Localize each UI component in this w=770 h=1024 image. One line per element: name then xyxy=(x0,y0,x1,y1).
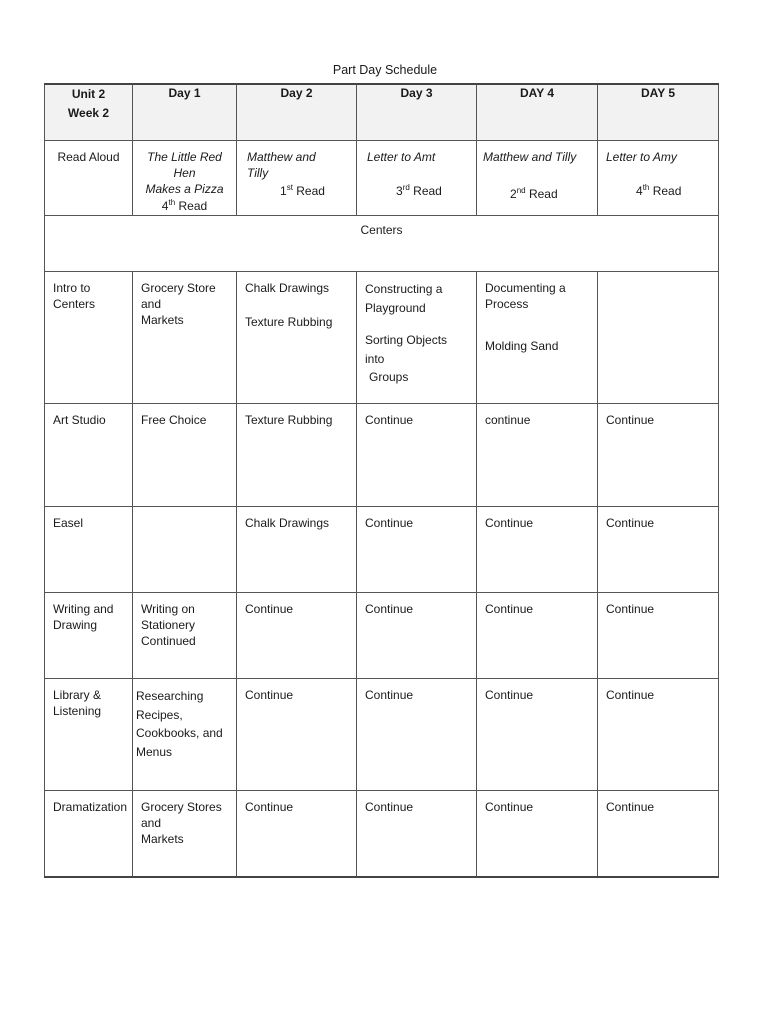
activity: Stationery xyxy=(141,618,196,633)
easel-day5 xyxy=(598,507,719,593)
read-aloud-row xyxy=(45,141,719,216)
activity: Markets xyxy=(141,832,184,847)
unit-label: Unit 2 xyxy=(71,87,106,101)
activity: Molding Sand xyxy=(485,339,559,354)
activity: Researching Recipes, xyxy=(136,689,204,722)
activity: Continue xyxy=(365,516,414,530)
activity: Grocery Store and xyxy=(141,281,216,312)
art-day4 xyxy=(477,404,598,507)
library-day3 xyxy=(357,679,477,791)
intro-day5 xyxy=(598,272,719,404)
label-line: Easel xyxy=(53,516,84,530)
label-line: Drawing xyxy=(53,618,98,633)
activity: Continue xyxy=(606,516,655,530)
book-title: Matthew and xyxy=(247,150,316,164)
day-header: DAY 5 xyxy=(598,84,719,141)
read-aloud-day4 xyxy=(477,141,598,216)
row-label xyxy=(45,141,133,216)
row-label xyxy=(45,507,133,593)
day-header: Day 2 xyxy=(237,84,357,141)
label-line: Centers xyxy=(53,297,96,312)
intro-row xyxy=(45,272,719,404)
row-label xyxy=(45,272,133,404)
intro-day2 xyxy=(237,272,357,404)
library-day1 xyxy=(133,679,237,791)
activity: Documenting a Process xyxy=(485,281,566,312)
row-label xyxy=(45,679,133,791)
row-label xyxy=(45,791,133,878)
read-aloud-label: Read Aloud xyxy=(57,150,120,164)
activity: Groups xyxy=(369,370,409,385)
writing-day4 xyxy=(477,593,598,679)
activity: Markets xyxy=(141,313,184,328)
schedule-table xyxy=(44,83,719,878)
label-line: Listening xyxy=(53,704,102,719)
activity: Constructing a xyxy=(365,282,443,296)
read-aloud-day3 xyxy=(357,141,477,216)
activity: Continue xyxy=(365,602,414,616)
writing-day3 xyxy=(357,593,477,679)
art-day5 xyxy=(598,404,719,507)
book-title: The Little Red Hen xyxy=(147,150,222,181)
book-title: Matthew and Tilly xyxy=(483,150,577,164)
easel-day2 xyxy=(237,507,357,593)
unit-week-header xyxy=(45,84,133,141)
easel-day3 xyxy=(357,507,477,593)
writing-row xyxy=(45,593,719,679)
easel-day4 xyxy=(477,507,598,593)
activity: Sorting Objects into xyxy=(365,333,448,366)
activity: Chalk Drawings xyxy=(245,281,330,295)
day-header: DAY 4 xyxy=(477,84,598,141)
day-header: Day 1 xyxy=(133,84,237,141)
read-count: 4th Read xyxy=(636,183,682,199)
activity: Continue xyxy=(365,413,414,427)
activity xyxy=(598,272,718,280)
label-line: Library & xyxy=(53,688,102,702)
read-count: 1st Read xyxy=(280,183,325,199)
dramatization-row xyxy=(45,791,719,878)
activity: Continue xyxy=(485,516,534,530)
drama-day4 xyxy=(477,791,598,878)
activity: Cookbooks, and xyxy=(136,726,223,741)
book-title: Letter to Amy xyxy=(606,150,677,164)
activity: Texture Rubbing xyxy=(245,413,333,427)
activity: Continue xyxy=(365,688,414,702)
activity: Continue xyxy=(606,800,655,814)
book-title: Makes a Pizza xyxy=(145,182,224,197)
library-day2 xyxy=(237,679,357,791)
activity: Continued xyxy=(141,634,196,649)
read-aloud-day2 xyxy=(237,141,357,216)
page-title: Part Day Schedule xyxy=(332,63,438,77)
drama-day5 xyxy=(598,791,719,878)
read-count: 3rd Read xyxy=(396,183,442,199)
intro-day1 xyxy=(133,272,237,404)
read-aloud-day5 xyxy=(598,141,719,216)
art-day1 xyxy=(133,404,237,507)
label-line: Dramatization xyxy=(53,800,128,814)
activity: Playground xyxy=(365,300,426,315)
centers-row xyxy=(45,216,719,272)
drama-day3 xyxy=(357,791,477,878)
activity: Writing on xyxy=(141,602,195,616)
label-line: Intro to xyxy=(53,281,91,295)
centers-heading: Centers xyxy=(360,223,403,237)
activity: Continue xyxy=(245,800,294,814)
activity: Continue xyxy=(245,602,294,616)
art-day2 xyxy=(237,404,357,507)
writing-day2 xyxy=(237,593,357,679)
activity xyxy=(133,507,236,515)
activity: Continue xyxy=(606,688,655,702)
activity: Grocery Stores and xyxy=(141,800,222,831)
drama-day1 xyxy=(133,791,237,878)
art-studio-row xyxy=(45,404,719,507)
week-label: Week 2 xyxy=(67,106,110,121)
activity: Chalk Drawings xyxy=(245,516,330,530)
day-header: Day 3 xyxy=(357,84,477,141)
activity: Continue xyxy=(485,688,534,702)
label-line: Writing and xyxy=(53,602,114,616)
activity: Continue xyxy=(606,602,655,616)
easel-row xyxy=(45,507,719,593)
activity: Continue xyxy=(245,688,294,702)
row-label xyxy=(45,593,133,679)
read-count: 4th Read xyxy=(161,197,208,213)
drama-day2 xyxy=(237,791,357,878)
art-day3 xyxy=(357,404,477,507)
row-label xyxy=(45,404,133,507)
activity: Continue xyxy=(485,602,534,616)
writing-day5 xyxy=(598,593,719,679)
activity: Menus xyxy=(136,744,173,759)
intro-day3 xyxy=(357,272,477,404)
activity: Free Choice xyxy=(141,413,207,427)
writing-day1 xyxy=(133,593,237,679)
centers-heading-cell xyxy=(45,216,719,272)
book-title: Tilly xyxy=(247,166,269,181)
header-row xyxy=(45,84,719,141)
intro-day4 xyxy=(477,272,598,404)
label-line: Art Studio xyxy=(53,413,106,427)
read-count: 2nd Read xyxy=(510,186,558,202)
activity: continue xyxy=(485,413,531,427)
library-day4 xyxy=(477,679,598,791)
book-title: Letter to Amt xyxy=(367,150,436,164)
activity: Continue xyxy=(606,413,655,427)
activity: Texture Rubbing xyxy=(245,315,333,330)
easel-day1 xyxy=(133,507,237,593)
library-day5 xyxy=(598,679,719,791)
read-aloud-day1 xyxy=(133,141,237,216)
activity: Continue xyxy=(365,800,414,814)
activity: Continue xyxy=(485,800,534,814)
library-row xyxy=(45,679,719,791)
